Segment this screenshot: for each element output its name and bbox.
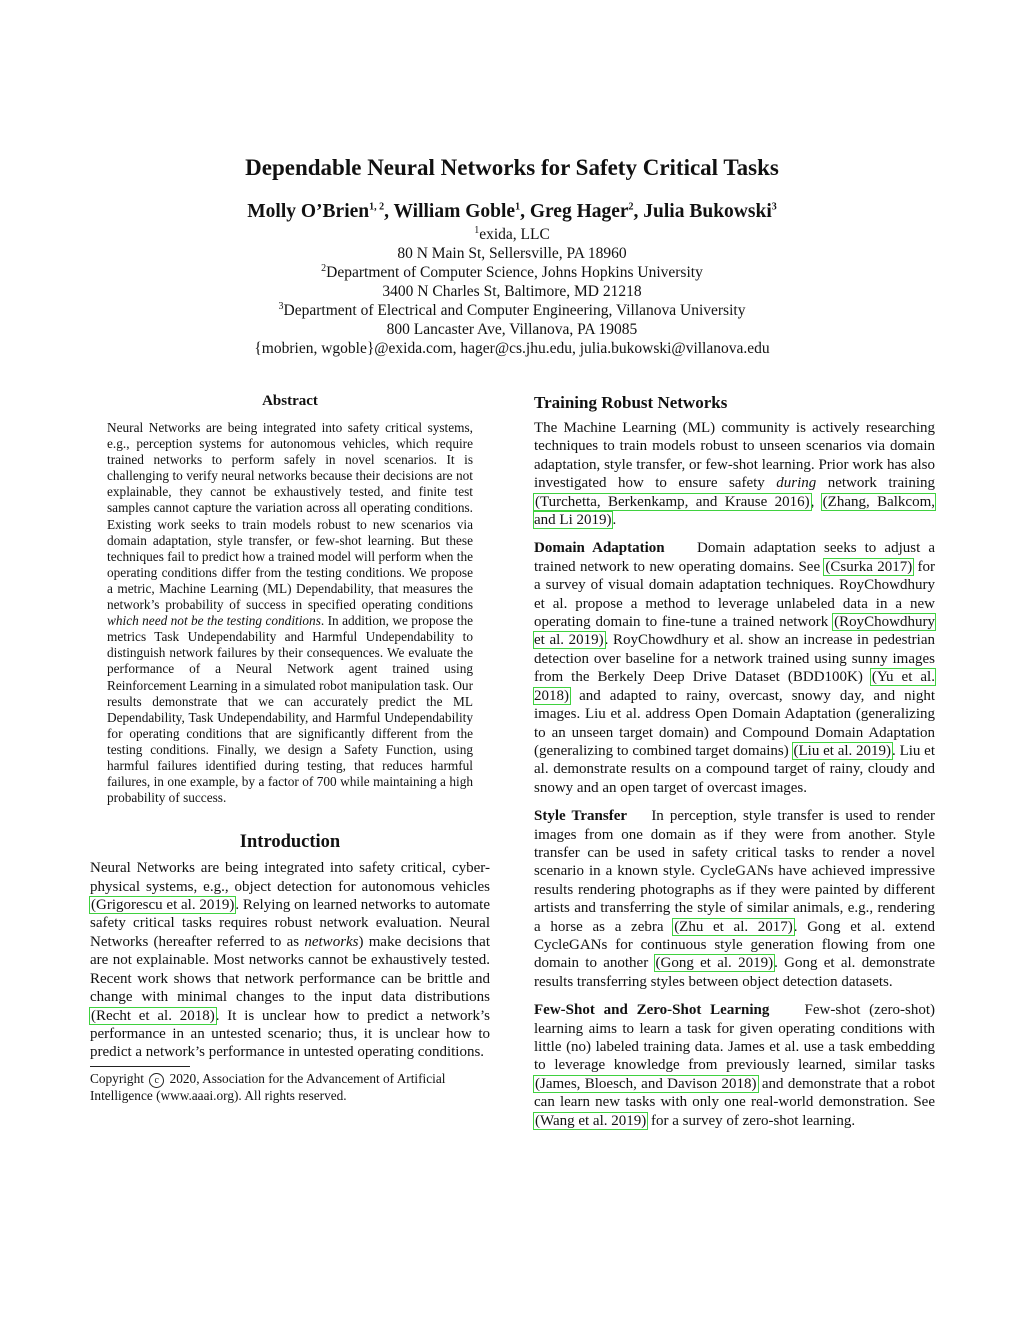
abstract-text bbox=[107, 420, 473, 806]
citation-link[interactable]: (Yu et al. 2018) bbox=[534, 669, 935, 704]
citation-link[interactable]: (Turchetta, Berkenkamp, and Krause 2016) bbox=[535, 493, 810, 510]
text-run: . Gong et al. extend CycleGANs for continuous style generation flowing from one domain to another bbox=[534, 918, 935, 972]
left-column bbox=[90, 393, 490, 1104]
text-run: . RoyChowdhury et al. show an increase in pedestrian detection over baseline for a network trained using sunny images from the Berkely Deep Drive Dataset (BDD100K) bbox=[534, 632, 935, 686]
author-emails: {mobrien, wgoble}@exida.com, hager@cs.jhu.edu, julia.bukowski@villanova.edu bbox=[254, 340, 770, 357]
author-name: Greg Hager bbox=[529, 201, 629, 222]
text-run: . bbox=[612, 512, 617, 529]
text-run: Few-shot (zero-shot) learning aims to learn a task for given operating conditions with little (no) labeled training data. James et al. use a task embedding to leverage knowledge from previously learned, similar tasks bbox=[534, 1002, 935, 1074]
affil-name: Department of Electrical and Computer Engineering, Villanova University bbox=[283, 302, 746, 319]
affiliations bbox=[0, 225, 1024, 358]
text-run: Domain adaptation seeks to adjust a trained network to new operating domains. See bbox=[534, 540, 936, 575]
citation-link[interactable]: (RoyChowdhury et al. 2019) bbox=[534, 614, 935, 649]
author-separator: , bbox=[384, 201, 394, 222]
affiliation-2-address: 3400 N Charles St, Baltimore, MD 21218 bbox=[382, 283, 642, 300]
text-run: , bbox=[810, 493, 822, 510]
author-affil-sup: 1, 2 bbox=[369, 201, 385, 213]
paragraph-heading: Domain Adaptation bbox=[534, 540, 665, 557]
footnote-text: Copyright bbox=[90, 1070, 144, 1086]
copyright-icon: c bbox=[149, 1073, 164, 1088]
affiliation-3 bbox=[0, 301, 1024, 320]
citation-link[interactable]: (Gong et al. 2019) bbox=[655, 955, 774, 972]
text-run: ) make decisions that are not explainable. Most networks cannot be exhaustively tested. Recent work shows that network performance can be brittle and change with minimal changes to the input data distributions bbox=[90, 933, 491, 1006]
abstract-text-emphasis: which need not be the testing conditions bbox=[107, 613, 321, 629]
author-separator: , bbox=[520, 201, 530, 222]
author-name: Julia Bukowski bbox=[643, 201, 772, 222]
author-separator: , bbox=[633, 201, 644, 222]
text-run: and demonstrate that a robot can learn new tasks with only one real-world demonstration. See bbox=[534, 1075, 935, 1111]
citation-link[interactable]: (Recht et al. 2018) bbox=[91, 1007, 215, 1024]
introduction-heading: Introduction bbox=[239, 832, 341, 853]
author-name: Molly O’Brien bbox=[247, 201, 370, 222]
citation-link[interactable]: (Grigorescu et al. 2019) bbox=[91, 897, 235, 914]
text-run: for a survey of zero-shot learning. bbox=[647, 1112, 856, 1129]
abstract-heading: Abstract bbox=[262, 393, 318, 409]
affiliation-2 bbox=[0, 263, 1024, 282]
text-run: . It is unclear how to predict a network’s performance in an untested scenario; thus, it is unclear how to predict a network’s performance in untested operating conditions. bbox=[90, 1007, 490, 1061]
paragraph-heading: Style Transfer bbox=[534, 808, 628, 825]
few-shot-paragraph bbox=[534, 1001, 935, 1130]
citation-link[interactable]: (Zhang, Balkcom, and Li 2019) bbox=[534, 493, 935, 529]
text-emphasis: networks bbox=[304, 933, 359, 950]
author-affil-sup: 1 bbox=[515, 201, 521, 213]
affil-sup: 2 bbox=[321, 262, 327, 274]
author-affil-sup: 3 bbox=[771, 201, 777, 213]
affiliation-3-address: 800 Lancaster Ave, Villanova, PA 19085 bbox=[386, 321, 638, 338]
affil-sup: 1 bbox=[474, 224, 480, 236]
affil-sup: 3 bbox=[278, 300, 284, 312]
text-run: . Liu et al. demonstrate results on a compound target of rainy, cloudy and snowy and an open target of overcast images. bbox=[534, 742, 935, 796]
copyright-footnote bbox=[90, 1071, 490, 1104]
right-column bbox=[534, 393, 935, 1140]
paper-title: Dependable Neural Networks for Safety Critical Tasks bbox=[245, 155, 779, 180]
text-run: . Relying on learned networks to automate safety critical tasks requires robust network evaluation. Neural Networks (hereafter referred to as bbox=[90, 897, 490, 950]
text-run: The Machine Learning (ML) community is actively researching techniques to train models robust to unseen scenarios via domain adaptation, style transfer, or few-shot learning. Prior work has also investigated how to ensure safety bbox=[534, 420, 935, 492]
author-affil-sup: 2 bbox=[628, 201, 634, 213]
abstract-text-part: . In addition, we propose the metrics Task Undependability and Harmful Undependability to distinguish network failures by their consequences. We evaluate the performance of a Neural Network agent trained using Reinforcement Learning in a simulated robot manipulation task. Our results demonstrate that we can accurately predict the ML Dependability, Task Undependability, and Harmful Undependability for operating conditions that are significantly different from the testing conditions. Finally, we design a Safety Function, using harmful failures identified during testing, that reduces harmful failures, in one example, by a factor of 700 while maintaining a high probability of success. bbox=[107, 613, 473, 806]
citation-link[interactable]: (Zhu et al. 2017) bbox=[674, 918, 793, 935]
citation-link[interactable]: (Csurka 2017) bbox=[825, 558, 913, 575]
citation-link[interactable]: (Liu et al. 2019) bbox=[793, 742, 892, 759]
text-run: In perception, style transfer is used to render images from one domain as if they were from another. Style transfer can be used in safety critical tasks to render a novel scenario in a known style. CycleGANs have achieved impressive results rendering photographs as if they were painted by different artists and transferring the style of similar animals, e.g., rendering a horse as a zebra bbox=[534, 808, 935, 935]
footnote-divider bbox=[90, 1066, 190, 1067]
text-run: for a survey of visual domain adaptation techniques. RoyChowdhury et al. propose a method to leverage unlabeled data in a new operating domain to fine-tune a trained network bbox=[534, 558, 935, 631]
text-run: and adapted to rainy, overcast, snowy day, and night images. Liu et al. address Open Domain Adaptation (generalizing to an unseen target domain) and Compound Domain Adaptation (generalizing to combined target domains) bbox=[534, 687, 935, 759]
citation-link[interactable]: (James, Bloesch, and Davison 2018) bbox=[535, 1075, 757, 1092]
citation-link[interactable]: (Wang et al. 2019) bbox=[535, 1112, 647, 1129]
text-run: . Gong et al. demonstrate results transferring styles between object detection datasets. bbox=[534, 955, 936, 990]
affiliation-1 bbox=[0, 225, 1024, 244]
affil-name: exida, LLC bbox=[479, 226, 550, 243]
author-name: William Goble bbox=[393, 201, 516, 222]
paragraph-heading: Few-Shot and Zero-Shot Learning bbox=[534, 1002, 770, 1019]
author-list bbox=[0, 201, 1024, 223]
domain-adaptation-paragraph bbox=[534, 539, 935, 797]
text-emphasis: during bbox=[776, 475, 817, 492]
training-paragraph bbox=[534, 419, 935, 529]
abstract-text-part: Neural Networks are being integrated into safety critical systems, e.g., perception systems for autonomous vehicles, which require trained networks to perform safely in novel scenarios. It is challenging to verify neural networks because their decisions are not explainable, they cannot be exhaustively tested, and finite test samples cannot capture the variation across all operating conditions. Existing work seeks to train models robust to new scenarios via domain adaptation, style transfer, or few-shot learning. But these techniques fail to predict how a trained model will perform when the operating conditions differ from the testing conditions. We propose a metric, Machine Learning (ML) Dependability, that measures the network’s probability of success in specified operating conditions bbox=[107, 420, 473, 613]
text-run: Neural Networks are being integrated into safety critical, cyber-physical systems, e.g., object detection for autonomous vehicles bbox=[90, 860, 490, 895]
affiliation-1-address: 80 N Main St, Sellersville, PA 18960 bbox=[397, 245, 627, 262]
footnote-text: 2020, Association for the Advancement of Artificial Intelligence (www.aaai.org). All rights reserved. bbox=[90, 1070, 446, 1103]
style-transfer-paragraph bbox=[534, 807, 935, 991]
text-run: network training bbox=[816, 475, 935, 492]
section-heading-training: Training Robust Networks bbox=[534, 393, 728, 412]
affil-name: Department of Computer Science, Johns Hopkins University bbox=[326, 264, 703, 281]
introduction-paragraph bbox=[90, 859, 490, 1061]
